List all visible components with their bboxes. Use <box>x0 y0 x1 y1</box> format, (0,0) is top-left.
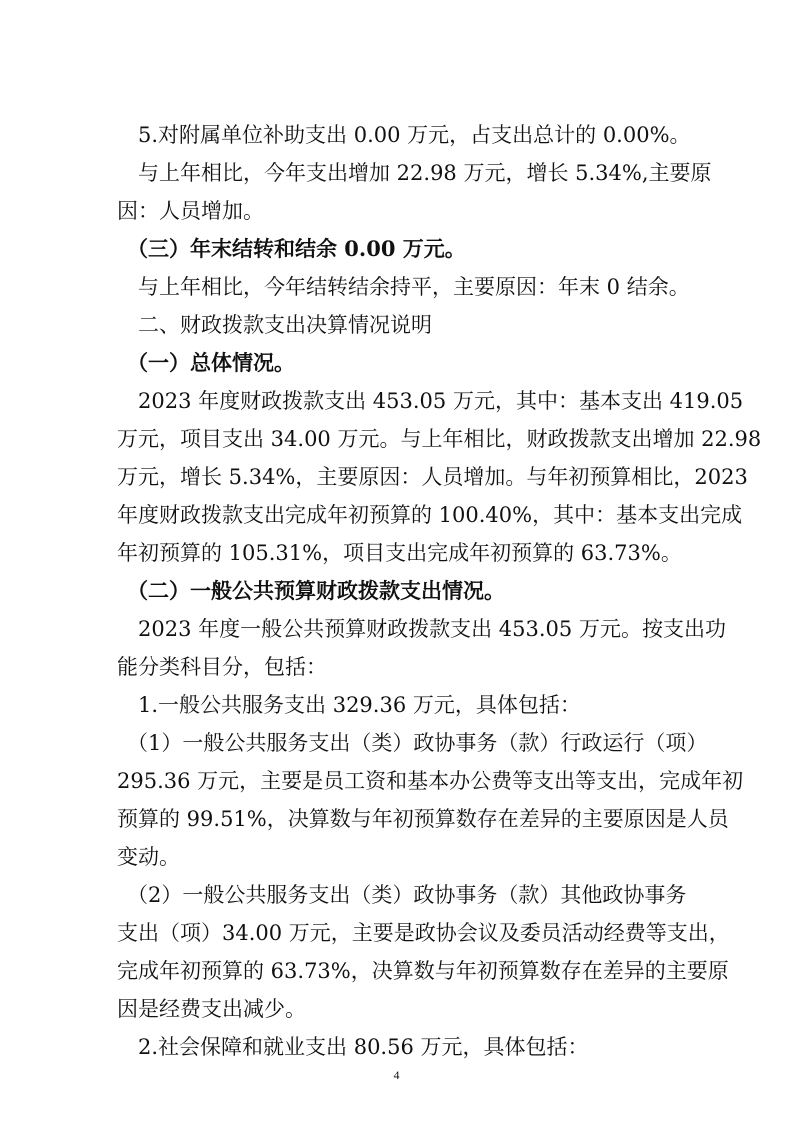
paragraph-line: 预算的 99.51%，决算数与年初预算数存在差异的主要原因是人员 <box>117 807 729 831</box>
section-heading: （二）一般公共预算财政拨款支出情况。 <box>127 578 505 603</box>
paragraph-line: 变动。 <box>117 845 180 869</box>
paragraph-line: 2.社会保障和就业支出 80.56 万元，具体包括： <box>138 1035 589 1059</box>
section-heading: （三）年末结转和结余 0.00 万元。 <box>127 236 466 261</box>
paragraph-line: 能分类科目分，包括： <box>117 655 327 679</box>
paragraph-line: 因是经费支出减少。 <box>117 997 306 1021</box>
page-number: 4 <box>393 1068 400 1082</box>
paragraph-line: 与上年相比，今年结转结余持平，主要原因：年末 0 结余。 <box>138 275 690 299</box>
section-title: 二、财政拨款支出决算情况说明 <box>138 313 432 337</box>
section-heading: （一）总体情况。 <box>127 350 295 375</box>
paragraph-line: 295.36 万元，主要是员工资和基本办公费等支出等支出，完成年初 <box>117 769 744 793</box>
paragraph-line: 与上年相比，今年支出增加 22.98 万元，增长 5.34%,主要原 <box>138 161 712 185</box>
paragraph-line: 完成年初预算的 63.73%，决算数与年初预算数存在差异的主要原 <box>117 959 729 983</box>
paragraph-line: 年度财政拨款支出完成年初预算的 100.40%，其中：基本支出完成 <box>117 503 743 527</box>
paragraph-line: 年初预算的 105.31%，项目支出完成年初预算的 63.73%。 <box>117 541 682 565</box>
paragraph-line: 万元，项目支出 34.00 万元。与上年相比，财政拨款支出增加 22.98 <box>117 427 762 451</box>
paragraph-line: 2023 年度一般公共预算财政拨款支出 453.05 万元。按支出功 <box>138 617 726 641</box>
paragraph-line: 2023 年度财政拨款支出 453.05 万元，其中：基本支出 419.05 <box>138 389 744 413</box>
paragraph-line: 支出（项）34.00 万元，主要是政协会议及委员活动经费等支出， <box>117 921 730 945</box>
paragraph-line: （2）一般公共服务支出（类）政协事务（款）其他政协事务 <box>127 883 687 907</box>
paragraph-line: 因：人员增加。 <box>117 199 264 223</box>
paragraph-line: （1）一般公共服务支出（类）政协事务（款）行政运行（项） <box>127 731 708 755</box>
paragraph-line: 5.对附属单位补助支出 0.00 万元，占支出总计的 0.00%。 <box>138 123 691 147</box>
paragraph-line: 万元，增长 5.34%，主要原因：人员增加。与年初预算相比，2023 <box>117 465 748 489</box>
paragraph-line: 1.一般公共服务支出 329.36 万元，具体包括： <box>138 693 581 717</box>
